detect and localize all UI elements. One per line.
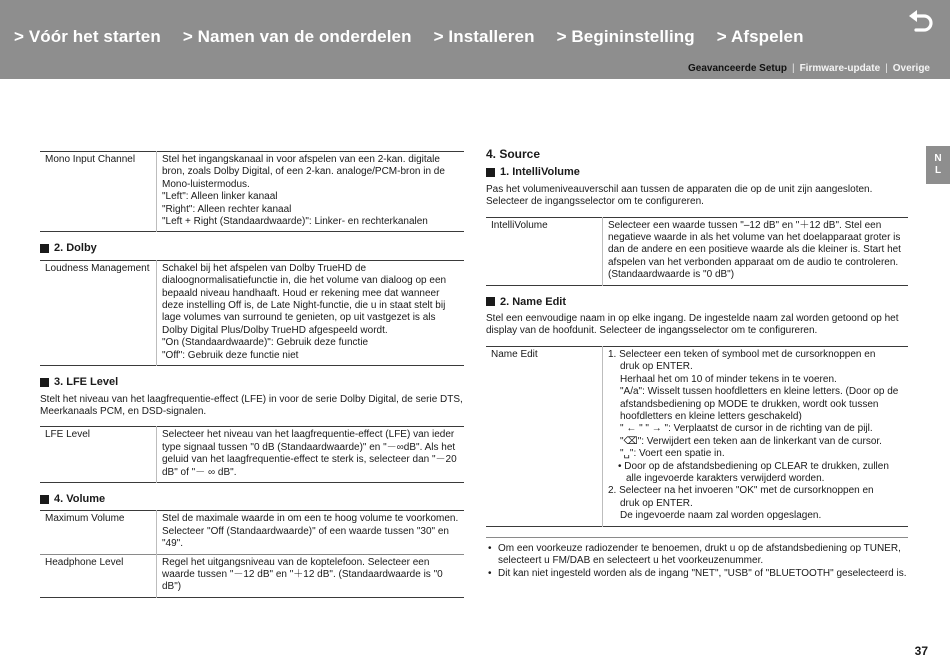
setting-name: IntelliVolume — [491, 219, 548, 231]
subnav-overige[interactable]: Overige — [892, 63, 930, 74]
setting-name: Name Edit — [491, 348, 538, 360]
language-badge-line2: L — [934, 165, 942, 176]
nav-link-voor-het-starten[interactable]: > Vóór het starten — [14, 27, 161, 46]
left-column — [40, 151, 464, 598]
description-line: "Right": Alleen rechter kanaal — [162, 203, 292, 215]
table-row — [40, 152, 464, 232]
step-line: 1. Selecteer een teken of symbool met de cursorknoppen en — [608, 348, 876, 360]
setting-description — [603, 346, 909, 526]
section-title: 2. Name Edit — [500, 295, 567, 308]
section-title: 2. Dolby — [54, 242, 97, 255]
step-line: druk op ENTER. — [620, 497, 693, 509]
setting-description — [157, 152, 465, 232]
section-title: 1. IntelliVolume — [500, 166, 580, 179]
table-row — [40, 511, 464, 554]
header-bar — [0, 0, 950, 79]
language-badge — [926, 146, 950, 184]
setting-name: Mono Input Channel — [45, 154, 136, 165]
setting-name: LFE Level — [45, 429, 91, 441]
section-heading-dolby — [40, 242, 464, 254]
setting-name: Loudness Management — [45, 262, 150, 274]
subnav-separator: | — [791, 63, 795, 74]
description-line: "Left + Right (Standaardwaarde)": Linker- en rechterkanalen — [162, 216, 428, 228]
setting-description: Regel het uitgangsniveau van de koptelefoon. Selecteer een waarde tussen "－12 dB" en "＋12 dB". (Standaardwaarde is "0 dB") — [157, 554, 465, 597]
square-bullet-icon — [486, 168, 495, 177]
right-column — [486, 148, 908, 582]
table-row — [40, 260, 464, 365]
step-line: "␣": Voert een spatie in. — [620, 448, 725, 460]
section-title: 4. Volume — [54, 492, 106, 505]
step-line: De ingevoerde naam zal worden opgeslagen. — [620, 510, 822, 522]
description-line: Schakel bij het afspelen van Dolby TrueHD de dialoognormalisatiefunctie in, die het volume van dialoog op een bepaald niveau handhaaft. Houd er rekening mee dat wanneer deze instelling Off is, de Late Night-functie, die u in staat stelt bij lage volumes van surround te genieten, op uit vastgezet is als Dolby Digital Plus/Dolby TrueHD afgespeeld wordt. — [162, 262, 447, 336]
return-arrow-icon[interactable] — [906, 8, 936, 38]
step-line: " ← " " → ": Verplaatst de cursor in de richting van de pijl. — [620, 423, 873, 435]
square-bullet-icon — [40, 244, 49, 253]
square-bullet-icon — [40, 495, 49, 504]
chapter-heading: 4. Source — [486, 147, 541, 161]
nav-link-afspelen[interactable]: > Afspelen — [716, 27, 804, 46]
description-line: "On (Standaardwaarde)": Gebruik deze functie — [162, 337, 369, 349]
dolby-table — [40, 260, 464, 366]
step-line: Herhaal het om 10 of minder tekens in te voeren. — [620, 373, 837, 385]
step-line: "A/a": Wisselt tussen hoofdletters en kleine letters. (Door op de afstandsbediening op MODE te drukken, wordt ook tussen hoofdletters en kleine letters geschakeld) — [620, 386, 899, 422]
section-intro: Stel een eenvoudige naam in op elke ingang. De ingestelde naam zal worden getoond op het display van de hoofdunit. Selecteer de ingangsselector om te configureren. — [486, 313, 899, 337]
nav-link-installeren[interactable]: > Installeren — [433, 27, 535, 46]
sub-nav — [688, 63, 930, 74]
description-line: Stel het ingangskanaal in voor afspelen van een 2-kan. digitale bron, zoals Dolby Digital, of een 2-kan. analoge/PCM-bron in de Mono-luistermodus. — [162, 154, 445, 190]
name-edit-table — [486, 346, 908, 527]
nav-link-namen-onderdelen[interactable]: > Namen van de onderdelen — [182, 27, 412, 46]
section-heading-lfe — [40, 376, 464, 388]
language-badge-line1: N — [934, 153, 942, 164]
step-line: "⌫": Verwijdert een teken aan de linkerkant van de cursor. — [620, 435, 882, 447]
section-intro: Pas het volumeniveauverschil aan tussen de apparaten die op de unit zijn aangesloten. Selecteer de ingangsselector om te configureren. — [486, 183, 873, 208]
step-line: 2. Selecteer na het invoeren "OK" met de cursorknoppen en — [608, 485, 874, 497]
volume-table — [40, 510, 464, 597]
table-row — [40, 427, 464, 483]
subnav-firmware-update[interactable]: Firmware-update — [799, 63, 881, 74]
square-bullet-icon — [40, 378, 49, 387]
lfe-table — [40, 426, 464, 483]
section-heading-volume — [40, 493, 464, 505]
table-row — [40, 554, 464, 597]
setting-description: Stel de maximale waarde in om een te hoog volume te voorkomen. Selecteer "Off (Standaardwaarde)" of een waarde tussen "30" en "49". — [157, 511, 465, 554]
description-line: "Left": Alleen linker kanaal — [162, 191, 278, 203]
step-line: druk op ENTER. — [620, 361, 693, 373]
setting-name: Headphone Level — [45, 556, 124, 568]
nav-link-begininstelling[interactable]: > Begininstelling — [556, 27, 695, 46]
page-number: 37 — [914, 644, 928, 658]
table-row — [486, 346, 908, 526]
chapter-nav — [14, 27, 826, 47]
setting-name: Maximum Volume — [45, 513, 125, 525]
note-item: • Dit kan niet ingesteld worden als de ingang "NET", "USB" of "BLUETOOTH" geselecteerd is. — [498, 568, 908, 580]
notes-list — [486, 537, 908, 581]
note-item: • Om een voorkeuze radiozender te benoemen, drukt u op de afstandsbediening op TUNER, selecteert u FM/DAB en selecteert u het voorkeuzenummer. — [498, 543, 908, 568]
subnav-separator: | — [885, 63, 888, 74]
mono-table — [40, 151, 464, 232]
setting-description: Selecteer een waarde tussen "–12 dB" en "＋12 dB". Stel een negatieve waarde in als het volume van het doelapparaat groter is dan de andere en een positieve waarde als die kleiner is. Start het afspelen van het verbonden apparaat om de audio te controleren. (Standaardwaarde is "0 dB") — [603, 217, 909, 285]
table-row — [486, 217, 908, 285]
section-heading-name-edit — [486, 296, 908, 308]
section-title: 3. LFE Level — [54, 376, 119, 389]
intellivolume-table — [486, 217, 908, 286]
step-line: • Door op de afstandsbediening op CLEAR te drukken, zullen alle ingevoerde karakters verwijderd worden. — [618, 460, 889, 484]
section-intro: Stelt het niveau van het laagfrequentie-effect (LFE) in voor de serie Dolby Digital, de serie DTS, Meerkanaals PCM, en DSD-signalen. — [40, 393, 463, 417]
setting-description — [157, 260, 465, 365]
description-line: "Off": Gebruik deze functie niet — [162, 349, 299, 361]
setting-description: Selecteer het niveau van het laagfrequentie-effect (LFE) van ieder type signaal tussen "0 dB (Standaardwaarde)" en "－∞dB". Als het geluid van het laagfrequentie-effect te sterk is, selecteer dan "－20 dB" of "－ ∞ dB". — [157, 427, 465, 483]
section-heading-intellivolume — [486, 166, 908, 178]
subnav-geavanceerde-setup[interactable]: Geavanceerde Setup — [688, 63, 787, 74]
square-bullet-icon — [486, 297, 495, 306]
